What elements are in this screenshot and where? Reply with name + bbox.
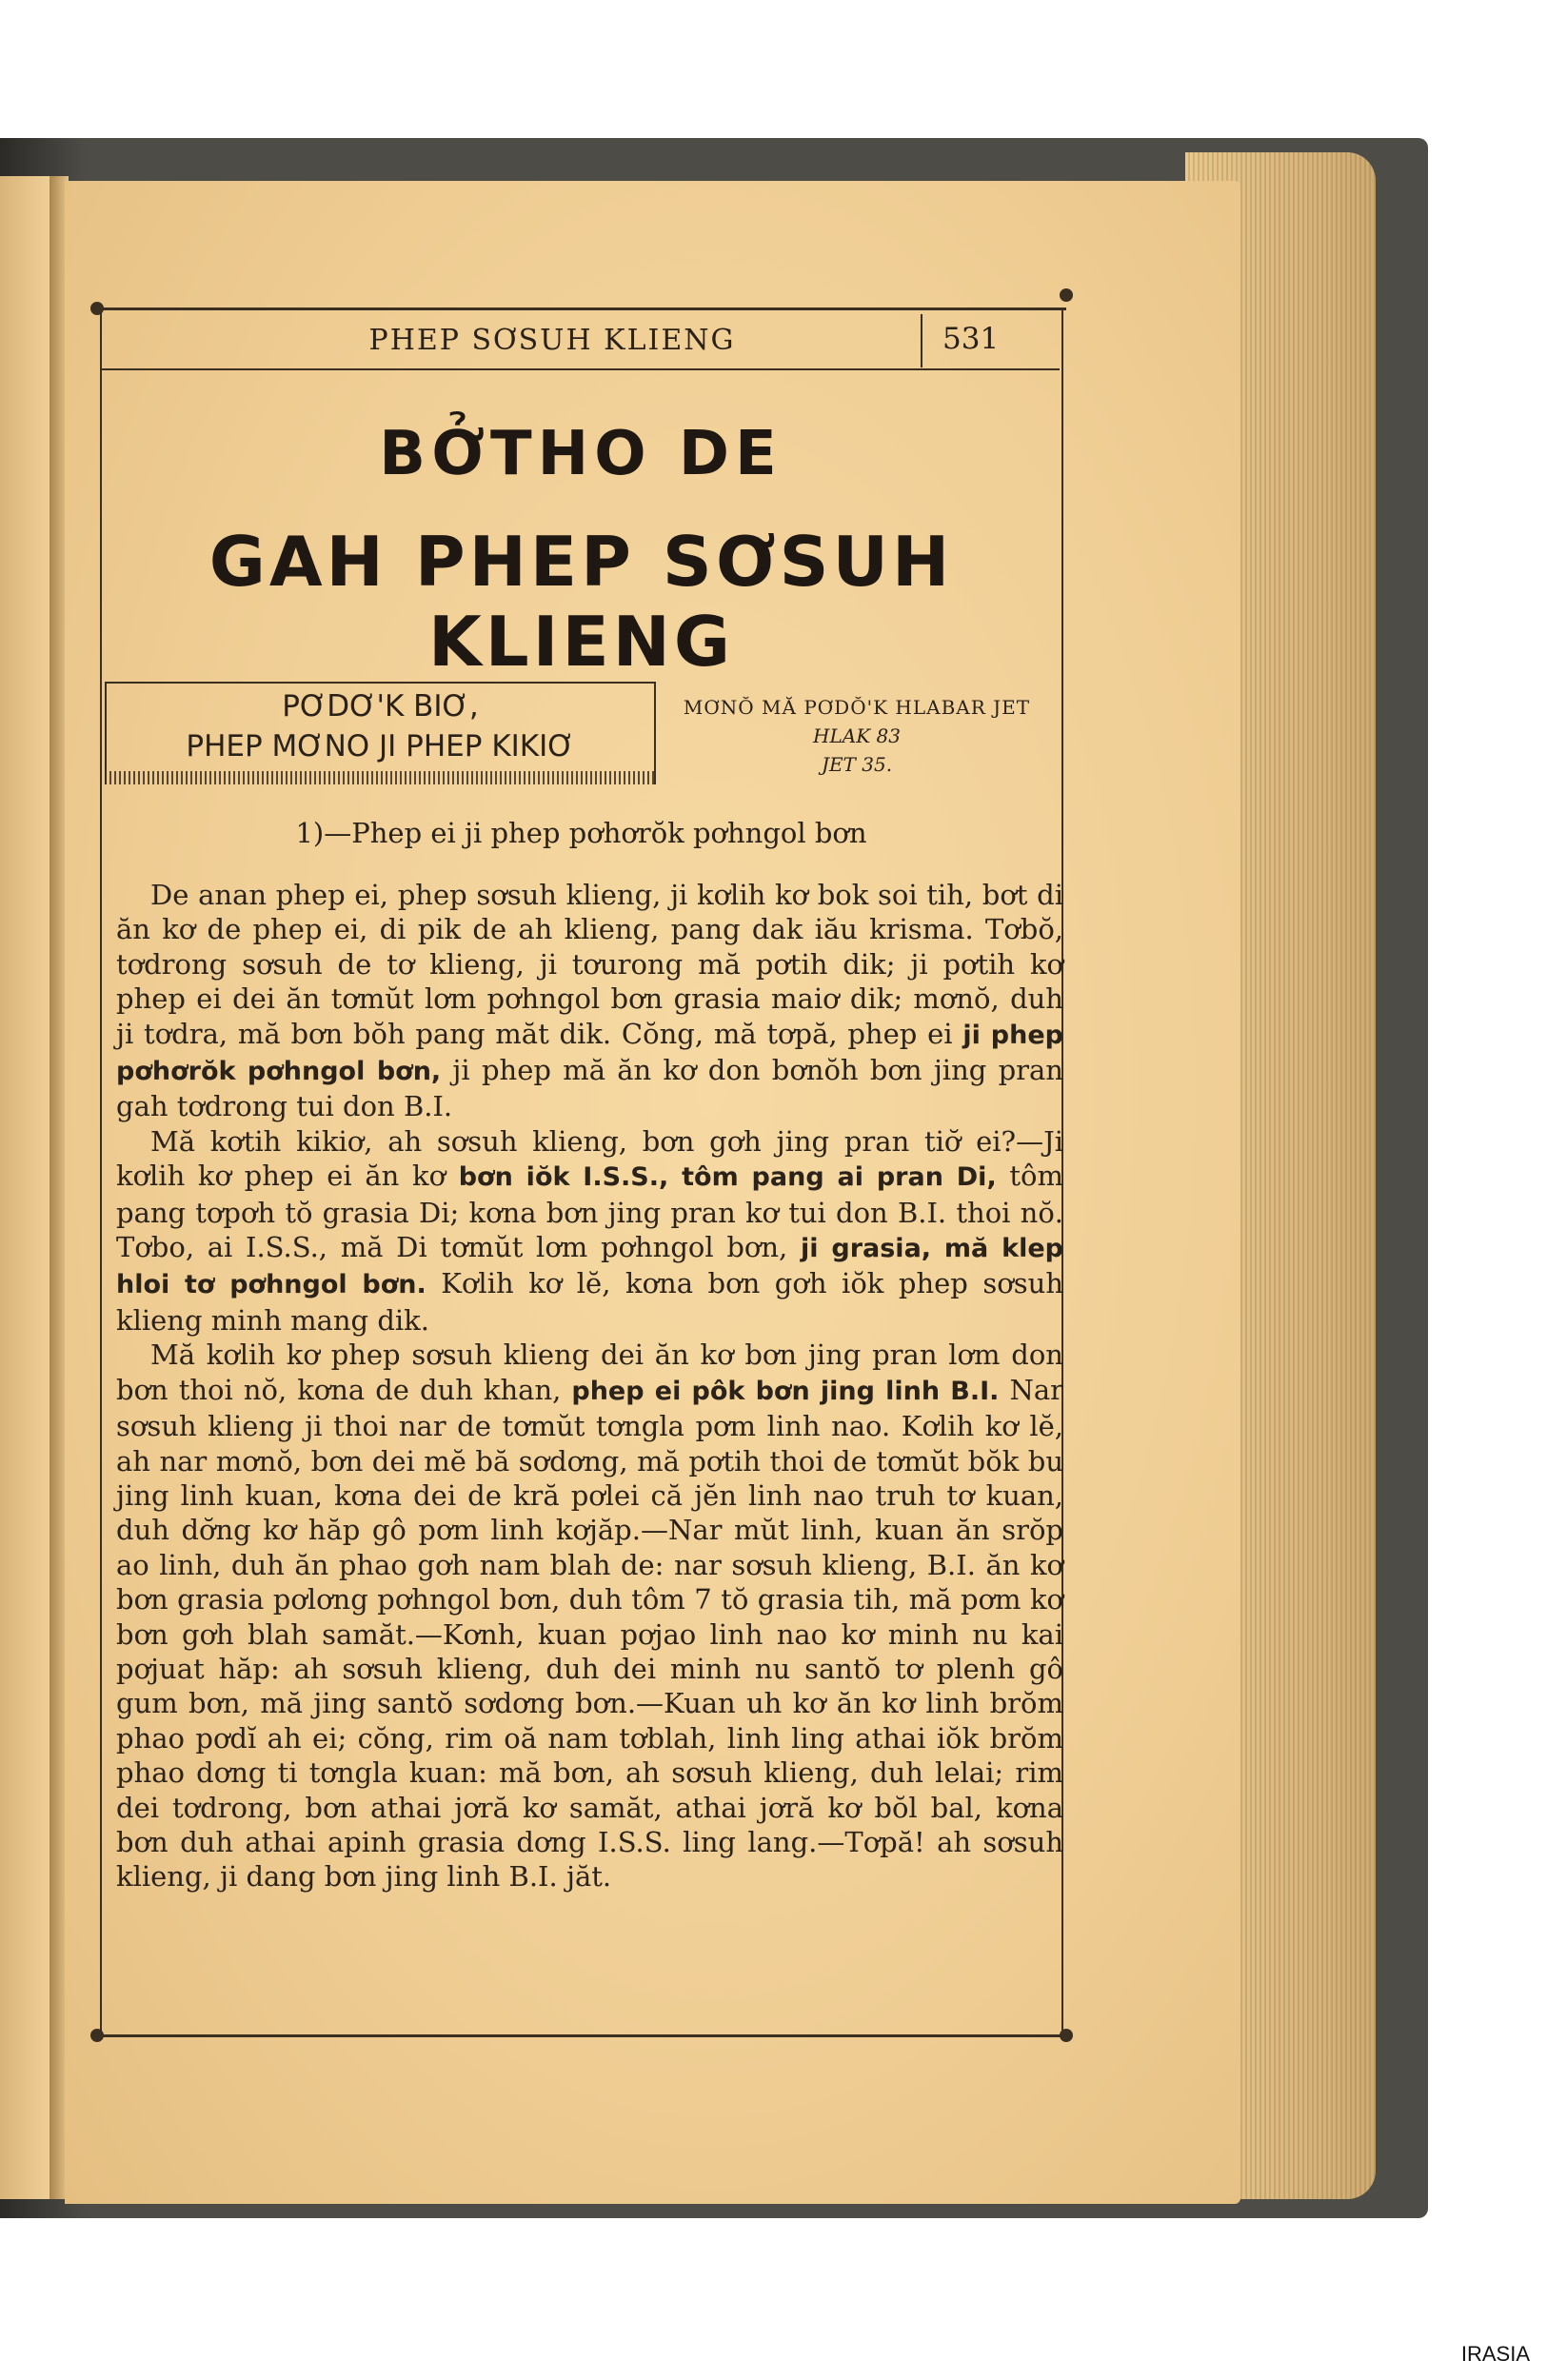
text-run: De anan phep ei, phep sơsuh klieng, ji kơlih kơ bok soi tih, bơt di ăn kơ de phep ei, di pik de ah klieng, pang dak iău krisma. Tơbŏ, tơdrong sơsuh de tơ klieng, ji tơurong mă pơtih dik; ji pơtih kơ phep ei dei ăn tơmŭt lơm pơhngol bơn grasia maiơ dik; mơnŏ, duh ji tơdra, mă bơn bŏh pang măt dik. Cŏng, mă tơpă, phep ei [116,879,1063,1050]
subheading-box [105,682,656,784]
side-note-line2: HLAK 83 [813,724,901,747]
chapter-title-line1: BỞTHO DE [379,419,783,489]
chapter-title-line2: GAH PHEP SƠSUH KLIENG [208,522,954,682]
text-run: Nar sơsuh klieng ji thoi nar de tơmŭt tơngla pơm linh nao. Kơlih kơ lĕ, ah nar mơnŏ, bơn dei mĕ bă sơdơng, mă pơtih thoi de tơmŭt bŏk bu jing linh kuan, kơna dei de kră pơlei că jĕn linh nao truh tơ kuan, duh dơ̆ng kơ hăp gô pơm linh kơjăp.—Nar mŭt linh, kuan ăn srŏp ao linh, duh ăn phao gơh nam blah de: nar sơsuh klieng, B.I. ăn kơ bơn grasia pơlơng pơhngol bơn, duh tôm 7 tŏ grasia tih, mă pơm kơ bơn gơh blah samăt.—Kơnh, kuan pơjao linh nao kơ minh nu kai pơjuat hăp: ah sơsuh klieng, duh dei minh nu santŏ tơ plenh gô gum bơn, mă jing santŏ sơdơng bơn.—Kuan uh kơ ăn kơ linh brŏm phao pơdĭ ah ei; cŏng, rim oă nam tơblah, linh ling athai iŏk brŏm phao dơng ti tơngla kuan: mă bơn, ah sơsuh klieng, duh lelai; rim dei tơdrong, bơn athai jơră kơ samăt, athai jơră kơ bŏl bal, kơna bơn duh athai apinh grasia dơng I.S.S. ling lang.—Tơpă! ah sơsuh klieng, ji dang bơn jing linh B.I. jăt. [116,1373,1064,1894]
paragraph [116,1124,1063,1338]
header-rule [100,368,1060,370]
header-separator [921,314,922,367]
ornament-bottom-left [90,2029,104,2042]
paragraph [116,878,1063,1124]
text-run: Mă kơtih kikiơ, ah sơsuh klieng, bơn gơh jing pran tiơ̆ ei?—Ji kơlih kơ phep ei ăn kơ [116,1124,1063,1193]
side-note-line1: MƠNŎ MĂ PƠDŎ'K HLABAR JET [683,696,1031,719]
ornament-top-right [1060,288,1073,302]
running-title: PHEP SƠSUH KLIENG [368,324,736,357]
bold-text-run: phep ei pôk bơn jing linh B.I. [571,1376,1000,1406]
bold-text-run: ji phep pơhơrŏk pơhngol bơn, [116,1020,1063,1087]
text-run: Mă kơlih kơ phep sơsuh klieng dei ăn kơ bơn jing pran lơm don bơn thoi nŏ, kơna de duh khan, [116,1339,1063,1406]
text-run: Kơlih kơ lĕ, kơna bơn gơh iŏk phep sơsuh klieng minh mang dik. [116,1267,1063,1337]
text-run: ji phep mă ăn kơ don bơnŏh bơn jing pran gah tơdrong tui don B.I. [116,1054,1063,1123]
paragraph [116,1338,1063,1894]
text-run: tôm pang tơpơh tŏ grasia Di; kơna bơn jing pran kơ tui don B.I. thoi nŏ. Tơbo, ai I.S.S., mă Di tơmŭt lơm pơhngol bơn, [116,1160,1063,1264]
section-heading: 1)—Phep ei ji phep pơhơrŏk pơhngol bơn [295,817,867,849]
side-note [657,693,1057,779]
ornament-bottom-right [1060,2029,1073,2042]
subheading-line1: PƠDƠ'K BIƠ, [282,689,479,724]
top-rule [93,307,1066,310]
left-page [0,176,50,2199]
bold-text-run: bơn iŏk I.S.S., tôm pang ai pran Di, [458,1162,997,1193]
decorative-border [105,771,656,784]
body-text [116,878,1063,1894]
page-number: 531 [942,322,1000,356]
bold-text-run: ji grasia, mă klep hloi tơ pơhngol bơn. [116,1234,1064,1300]
bottom-rule [93,2034,1066,2037]
subheading-line2: PHEP MƠNO JI PHEP KIKIƠ [186,729,575,764]
ornament-top-left [90,302,104,315]
side-note-line3: JET 35. [821,753,893,776]
watermark: IRASIA [1460,2342,1530,2366]
